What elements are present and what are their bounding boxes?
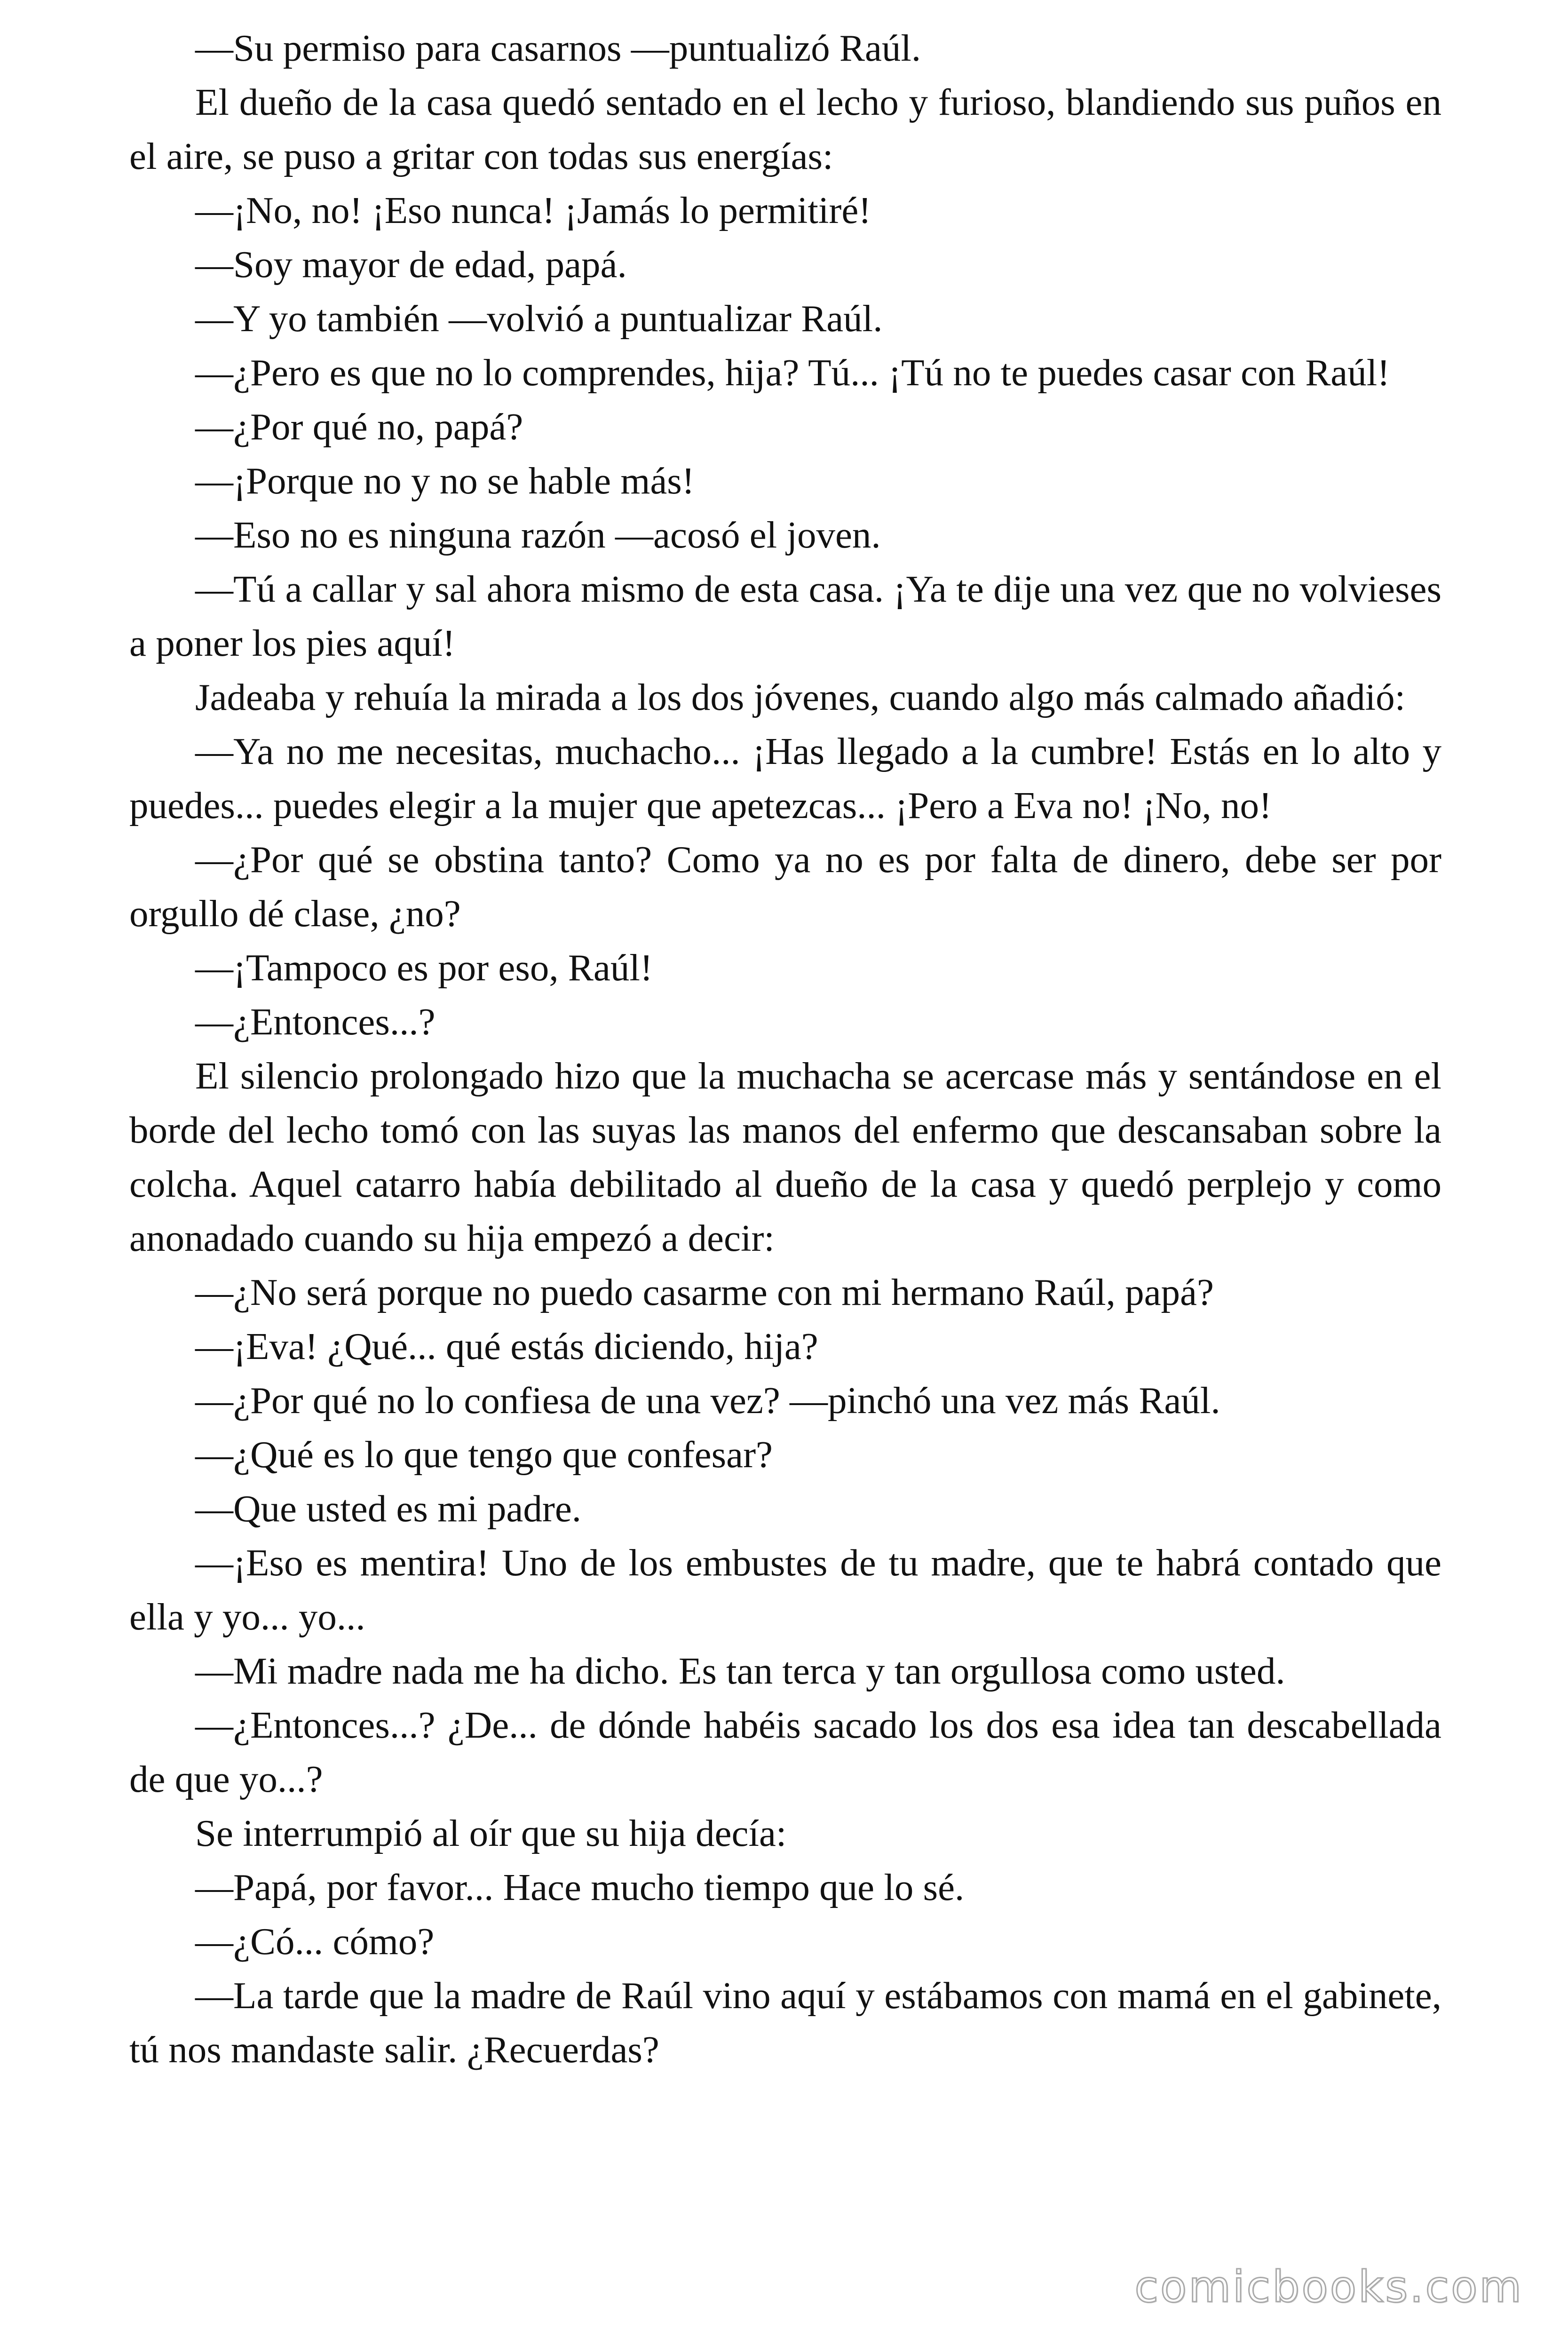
paragraph: —¿Qué es lo que tengo que confesar? bbox=[195, 1433, 773, 1476]
paragraph: Se interrumpió al oír que su hija decía: bbox=[195, 1812, 787, 1854]
paragraph: —¿No será porque no puedo casarme con mi hermano Raúl, papá? bbox=[195, 1271, 1214, 1313]
paragraph: —¿Por qué se obstina tanto? Como ya no es por falta de dinero, debe ser por orgullo dé clase, ¿no? bbox=[129, 838, 1441, 935]
paragraph: —Tú a callar y sal ahora mismo de esta casa. ¡Ya te dije una vez que no volvieses a poner los pies aquí! bbox=[129, 568, 1441, 664]
paragraph: —Ya no me necesitas, muchacho... ¡Has llegado a la cumbre! Estás en lo alto y puedes... puedes elegir a la mujer que apetezcas... ¡Pero a Eva no! ¡No, no! bbox=[129, 730, 1441, 826]
paragraph: —Que usted es mi padre. bbox=[195, 1487, 582, 1530]
paragraph: —¡Porque no y no se hable más! bbox=[195, 460, 695, 502]
paragraph: —¡Eso es mentira! Uno de los embustes de tu madre, que te habrá contado que ella y yo... yo... bbox=[129, 1542, 1441, 1638]
paragraph: —¿Por qué no, papá? bbox=[195, 405, 523, 448]
paragraph: Jadeaba y rehuía la mirada a los dos jóvenes, cuando algo más calmado añadió: bbox=[195, 676, 1406, 718]
paragraph: —Papá, por favor... Hace mucho tiempo que lo sé. bbox=[195, 1866, 965, 1908]
paragraph: —Mi madre nada me ha dicho. Es tan terca y tan orgullosa como usted. bbox=[195, 1650, 1285, 1692]
paragraph: —Y yo también —volvió a puntualizar Raúl. bbox=[195, 297, 883, 340]
paragraph: El silencio prolongado hizo que la muchacha se acercase más y sentándose en el borde del lecho tomó con las suyas las manos del enfermo que descansaban sobre la colcha. Aquel catarro había debilitado al dueño de la casa y quedó perplejo y como anonadado cuando su hija empezó a decir: bbox=[129, 1055, 1441, 1259]
paragraph: —Soy mayor de edad, papá. bbox=[195, 243, 627, 286]
site-watermark: comicbooks.com bbox=[1134, 2262, 1523, 2312]
paragraph: —¿Pero es que no lo comprendes, hija? Tú... ¡Tú no te puedes casar con Raúl! bbox=[195, 351, 1390, 394]
paragraph: —¿Entonces...? bbox=[195, 1001, 436, 1043]
paragraph: El dueño de la casa quedó sentado en el lecho y furioso, blandiendo sus puños en el aire, se puso a gritar con todas sus energías: bbox=[129, 81, 1441, 177]
paragraph: —¡Tampoco es por eso, Raúl! bbox=[195, 946, 653, 989]
page-body bbox=[129, 21, 1441, 2077]
paragraph: —Su permiso para casarnos —puntualizó Raúl. bbox=[195, 27, 921, 69]
paragraph: —¿Có... cómo? bbox=[195, 1920, 435, 1963]
paragraph: —¡Eva! ¿Qué... qué estás diciendo, hija? bbox=[195, 1325, 818, 1367]
paragraph: —¿Por qué no lo confiesa de una vez? —pinchó una vez más Raúl. bbox=[195, 1379, 1220, 1422]
paragraph: —Eso no es ninguna razón —acosó el joven. bbox=[195, 514, 881, 556]
paragraph: —¡No, no! ¡Eso nunca! ¡Jamás lo permitiré! bbox=[195, 189, 871, 231]
paragraph: —La tarde que la madre de Raúl vino aquí y estábamos con mamá en el gabinete, tú nos mandaste salir. ¿Recuerdas? bbox=[129, 1974, 1441, 2071]
paragraph: —¿Entonces...? ¿De... de dónde habéis sacado los dos esa idea tan descabellada de que yo...? bbox=[129, 1704, 1441, 1800]
